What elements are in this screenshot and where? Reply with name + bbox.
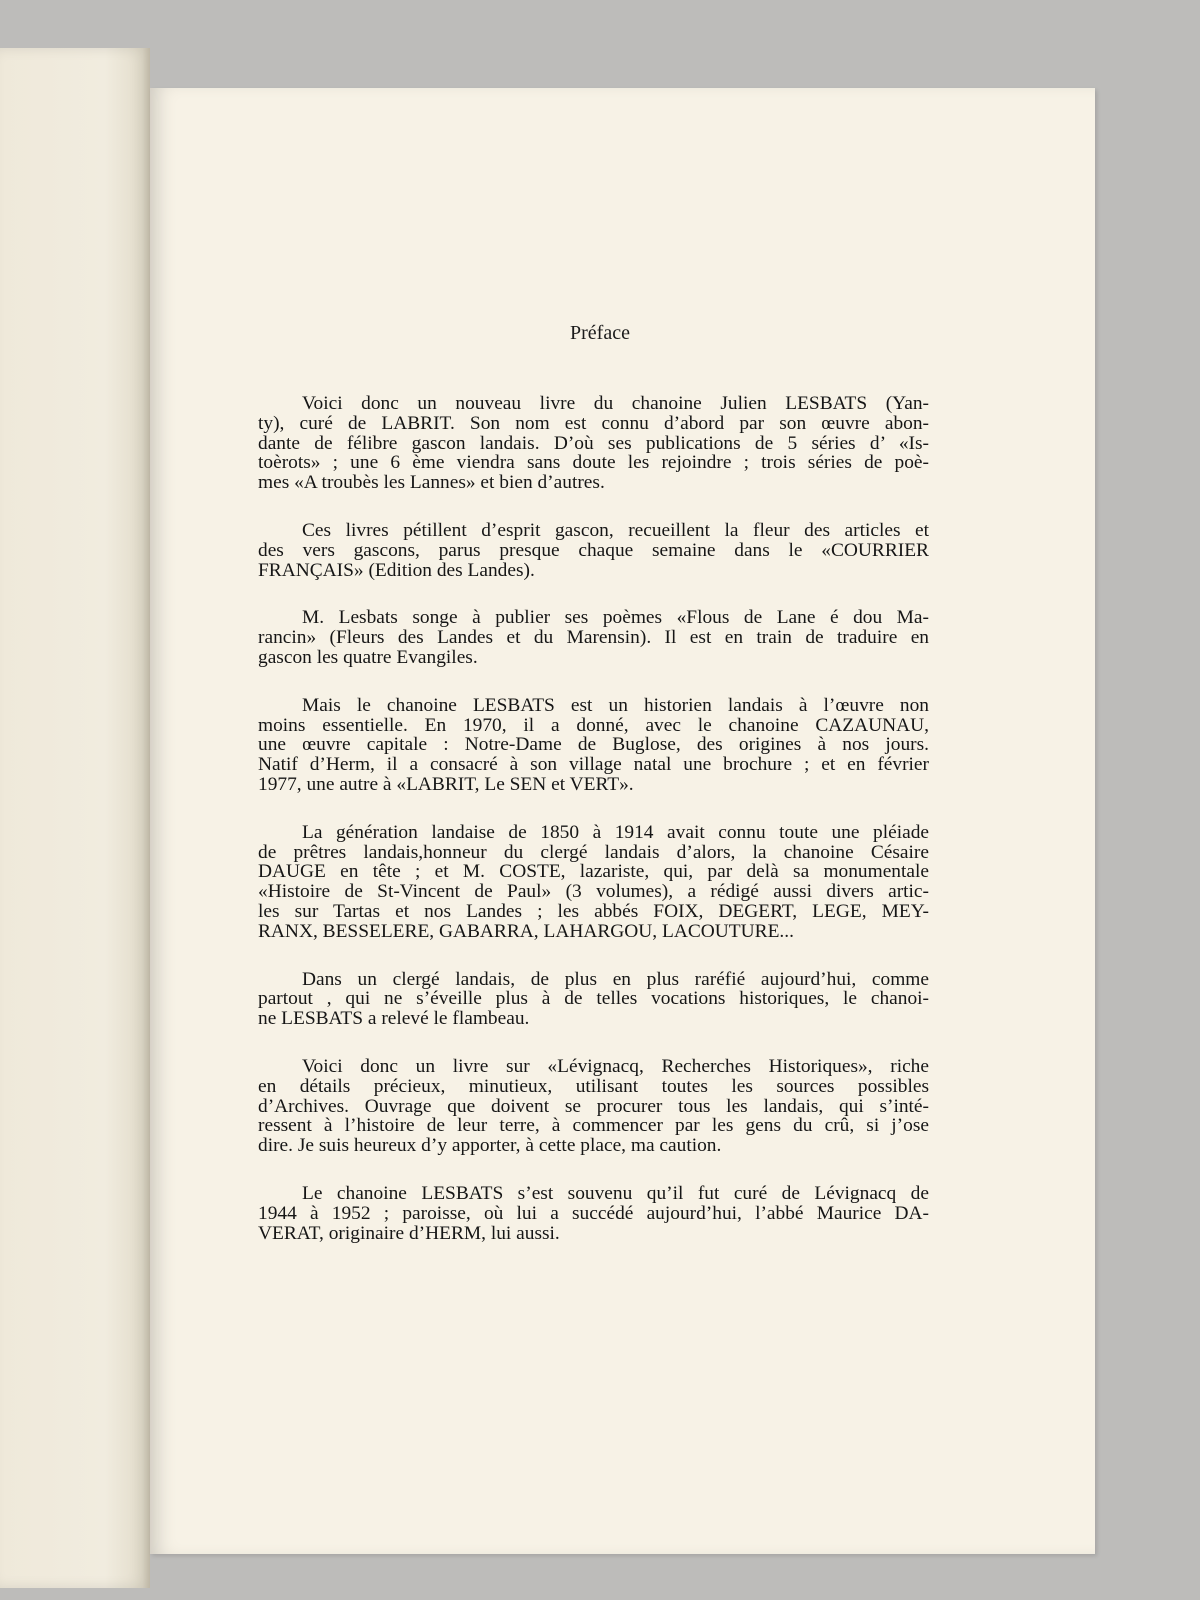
page-title: Préface bbox=[570, 322, 630, 344]
paragraph bbox=[258, 1057, 929, 1156]
text-line: RANX, BESSELERE, GABARRA, LAHARGOU, LACOUTURE... bbox=[258, 921, 794, 942]
paragraph bbox=[258, 394, 929, 493]
text-line: mes «A troubès les Lannes» et bien d’autres. bbox=[258, 473, 605, 493]
text-line: en détails précieux, minutieux, utilisant toutes les sources possibles bbox=[258, 1076, 929, 1097]
text-line: gascon les quatre Evangiles. bbox=[258, 647, 478, 668]
paragraph bbox=[258, 1184, 929, 1243]
text-line: Mais le chanoine LESBATS est un historien landais à l’œuvre non bbox=[302, 695, 929, 716]
text-line: les sur Tartas et nos Landes ; les abbés FOIX, DEGERT, LEGE, MEY- bbox=[258, 901, 929, 922]
text-line: La génération landaise de 1850 à 1914 avait connu toute une pléiade bbox=[302, 822, 929, 843]
text-line: rancin» (Fleurs des Landes et du Marensin). Il est en train de traduire en bbox=[258, 628, 929, 648]
text-line: Dans un clergé landais, de plus en plus raréfié aujourd’hui, comme bbox=[302, 969, 929, 990]
text-line: des vers gascons, parus presque chaque semaine dans le «COURRIER bbox=[258, 540, 929, 561]
text-line: Voici donc un livre sur «Lévignacq, Recherches Historiques», riche bbox=[302, 1056, 929, 1077]
paragraph bbox=[258, 823, 929, 942]
paragraph bbox=[258, 696, 929, 795]
text-line: dante de félibre gascon landais. D’où ses publications de 5 séries d’ «Is- bbox=[258, 433, 929, 454]
text-line: Voici donc un nouveau livre du chanoine Julien LESBATS (Yan- bbox=[302, 394, 929, 414]
text-line: 1977, une autre à «LABRIT, Le SEN et VERT». bbox=[258, 774, 634, 795]
text-line: partout , qui ne s’éveille plus à de telles vocations historiques, le chanoi- bbox=[258, 989, 929, 1010]
text-line: moins essentielle. En 1970, il a donné, avec le chanoine CAZAUNAU, bbox=[258, 715, 929, 736]
left-page bbox=[0, 48, 150, 1588]
text-line: «Histoire de St-Vincent de Paul» (3 volumes), a rédigé aussi divers artic- bbox=[258, 882, 929, 902]
text-line: de prêtres landais,honneur du clergé landais d’alors, la chanoine Césaire bbox=[258, 842, 929, 863]
paragraph bbox=[258, 970, 929, 1029]
text-line: d’Archives. Ouvrage que doivent se procurer tous les landais, qui s’inté- bbox=[258, 1096, 929, 1117]
text-line: Le chanoine LESBATS s’est souvenu qu’il fut curé de Lévignacq de bbox=[302, 1183, 929, 1204]
text-line: DAUGE en tête ; et M. COSTE, lazariste, qui, par delà sa monumentale bbox=[258, 862, 929, 883]
text-line: une œuvre capitale : Notre-Dame de Buglose, des origines à nos jours. bbox=[258, 735, 929, 756]
text-line: M. Lesbats songe à publier ses poèmes «Flous de Lane é dou Ma- bbox=[302, 608, 929, 629]
text-line: 1944 à 1952 ; paroisse, où lui a succédé aujourd’hui, l’abbé Maurice DA- bbox=[258, 1203, 929, 1224]
text-line: ty), curé de LABRIT. Son nom est connu d’abord par son œuvre abon- bbox=[258, 413, 929, 434]
text-line: ne LESBATS a relevé le flambeau. bbox=[258, 1009, 530, 1029]
text-line: Natif d’Herm, il a consacré à son village natal une brochure ; et en février bbox=[258, 755, 929, 775]
text-line: toèrots» ; une 6 ème viendra sans doute les rejoindre ; trois séries de poè- bbox=[258, 453, 929, 474]
paragraph bbox=[258, 608, 929, 667]
text-line: VERAT, originaire d’HERM, lui aussi. bbox=[258, 1223, 560, 1244]
paragraph bbox=[258, 521, 929, 580]
text-line: FRANÇAIS» (Edition des Landes). bbox=[258, 560, 535, 581]
preface-body bbox=[258, 394, 929, 1271]
text-line: ressent à l’histoire de leur terre, à commencer par les gens du crû, si j’ose bbox=[258, 1116, 929, 1137]
text-line: Ces livres pétillent d’esprit gascon, recueillent la fleur des articles et bbox=[302, 520, 929, 541]
text-line: dire. Je suis heureux d’y apporter, à cette place, ma caution. bbox=[258, 1136, 722, 1156]
